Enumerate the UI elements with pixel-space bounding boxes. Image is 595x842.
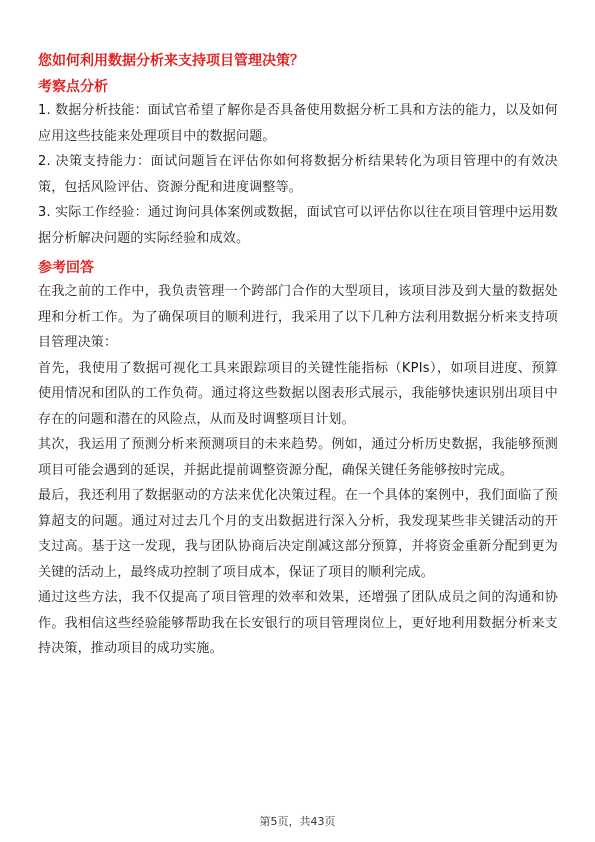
answer-paragraph: 在我之前的工作中，我负责管理一个跨部门合作的大型项目，该项目涉及到大量的数据处理和分析工作。为了确保项目的顺利进行，我采用了以下几种方法利用数据分析来支持项目管理决策： [38, 284, 558, 350]
analysis-heading: 考察点分析 [38, 79, 108, 95]
answer-paragraph: 首先，我使用了数据可视化工具来跟踪项目的关键性能指标（KPIs），如项目进度、预算使用情况和团队的工作负荷。通过将这些数据以图表形式展示，我能够快速识别出项目中存在的问题和潜在的风险点，从而及时调整项目计划。 [38, 360, 558, 427]
answer-paragraph: 通过这些方法，我不仅提高了项目管理的效率和效果，还增强了团队成员之间的沟通和协作。我相信这些经验能够帮助我在长安银行的项目管理岗位上，更好地利用数据分析来支持决策，推动项目的成功实施。 [38, 590, 558, 656]
question-title: 您如何利用数据分析来支持项目管理决策？ [38, 53, 304, 69]
analysis-item: 1. 数据分析技能：面试官希望了解你是否具备使用数据分析工具和方法的能力，以及如何应用这些技能来处理项目中的数据问题。 [38, 103, 558, 144]
analysis-item: 3. 实际工作经验：通过询问具体案例或数据，面试官可以评估你以往在项目管理中运用数据分析解决问题的实际经验和成效。 [38, 205, 558, 246]
page-number: 第5页，共43页 [259, 815, 336, 828]
analysis-item: 2. 决策支持能力：面试问题旨在评估你如何将数据分析结果转化为项目管理中的有效决策，包括风险评估、资源分配和进度调整等。 [38, 154, 558, 195]
answer-paragraph: 其次，我运用了预测分析来预测项目的未来趋势。例如，通过分析历史数据，我能够预测项目可能会遇到的延误，并据此提前调整资源分配，确保关键任务能够按时完成。 [38, 437, 558, 478]
answer-paragraph: 最后，我还利用了数据驱动的方法来优化决策过程。在一个具体的案例中，我们面临了预算超支的问题。通过对过去几个月的支出数据进行深入分析，我发现某些非关键活动的开支过高。基于这一发现，我与团队协商后决定削减这部分预算，并将资金重新分配到更为关键的活动上，最终成功控制了项目成本，保证了项目的顺利完成。 [38, 488, 558, 580]
answer-heading: 参考回答 [38, 260, 94, 276]
document-page [38, 50, 558, 662]
